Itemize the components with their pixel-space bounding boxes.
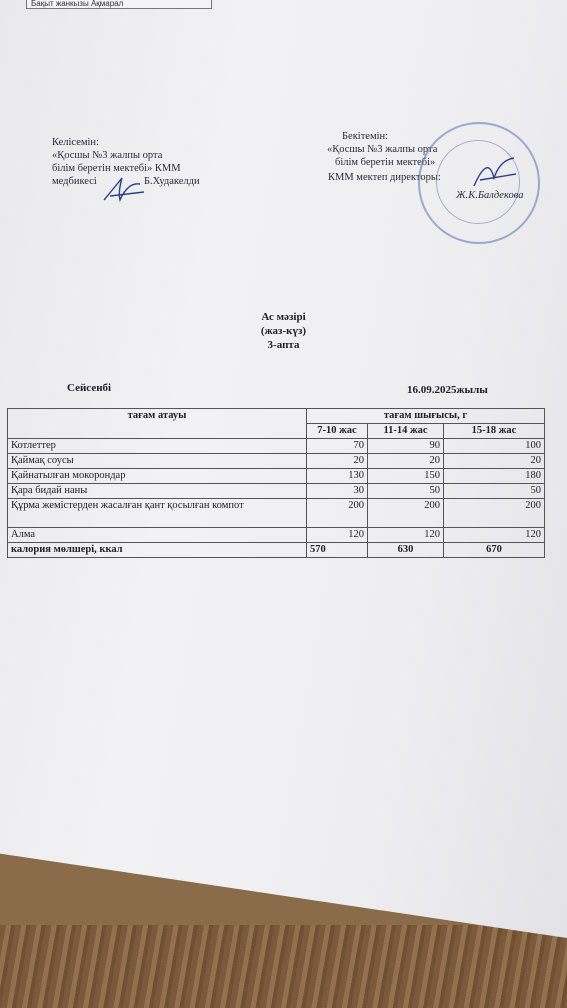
- table-row: [8, 484, 545, 499]
- page-subtitle-week: 3-апта: [267, 339, 300, 351]
- portion-15-18: 50: [444, 484, 545, 499]
- table-row: [8, 528, 545, 543]
- portion-11-14: 90: [368, 439, 444, 454]
- header-age-7-10: 7-10 жас: [307, 424, 368, 439]
- portion-7-10: 20: [307, 454, 368, 469]
- total-7-10: 570: [307, 543, 368, 558]
- portion-15-18: 200: [444, 499, 545, 528]
- header-age-15-18: 15-18 жас: [444, 424, 545, 439]
- table-row: [8, 499, 545, 528]
- menu-table: [7, 408, 545, 558]
- table-header-row: [8, 409, 545, 424]
- portion-15-18: 180: [444, 469, 545, 484]
- portion-15-18: 100: [444, 439, 545, 454]
- total-15-18: 670: [444, 543, 545, 558]
- left-approve-org2: білім беретін мектебі» КММ: [52, 163, 181, 174]
- portion-7-10: 30: [307, 484, 368, 499]
- portion-11-14: 20: [368, 454, 444, 469]
- total-11-14: 630: [368, 543, 444, 558]
- table-total-row: [8, 543, 545, 558]
- header-age-11-14: 11-14 жас: [368, 424, 444, 439]
- dish-name: Құрма жемістерден жасалған қант қосылған компот: [8, 499, 307, 528]
- director-signature: [470, 150, 520, 195]
- nurse-signature: [100, 170, 148, 206]
- right-approve-label: Бекітемін:: [342, 131, 389, 142]
- page-subtitle-season: (жаз-күз): [260, 325, 307, 337]
- portion-11-14: 50: [368, 484, 444, 499]
- dish-name: Қаймақ соусы: [8, 454, 307, 469]
- left-approve-label: Келісемін:: [52, 137, 99, 148]
- table-row: [8, 439, 545, 454]
- right-approve-role: КММ мектеп директоры:: [328, 172, 441, 183]
- table-row: [8, 469, 545, 484]
- portion-11-14: 150: [368, 469, 444, 484]
- total-label: калория мөлшері, ккал: [8, 543, 307, 558]
- page-title: Ас мәзірі: [261, 311, 306, 323]
- dish-name: Қайнатылған мокорондар: [8, 469, 307, 484]
- portion-11-14: 120: [368, 528, 444, 543]
- table-row: [8, 454, 545, 469]
- portion-7-10: 70: [307, 439, 368, 454]
- portion-7-10: 200: [307, 499, 368, 528]
- portion-11-14: 200: [368, 499, 444, 528]
- portion-15-18: 20: [444, 454, 545, 469]
- top-strip-text: Бақыт жанкызы Ақмарал: [26, 0, 212, 9]
- left-approve-role: медбикесі: [52, 176, 97, 187]
- weekday-label: Сейсенбі: [67, 382, 112, 394]
- portion-15-18: 120: [444, 528, 545, 543]
- portion-7-10: 120: [307, 528, 368, 543]
- portion-7-10: 130: [307, 469, 368, 484]
- right-approve-org1: «Қосшы №3 жалпы орта: [327, 144, 438, 155]
- left-approve-org1: «Қосшы №3 жалпы орта: [52, 150, 163, 161]
- dish-name: Қара бидай наны: [8, 484, 307, 499]
- wooden-surface: [0, 925, 567, 1008]
- right-approve-signer: Ж.К.Балдекова: [456, 190, 524, 201]
- right-approve-org2: білім беретін мектебі»: [335, 157, 436, 168]
- header-dish-name: тағам атауы: [8, 409, 307, 439]
- dish-name: Алма: [8, 528, 307, 543]
- header-output: тағам шығысы, г: [307, 409, 545, 424]
- date-label: 16.09.2025жылы: [407, 384, 488, 396]
- dish-name: Котлеттер: [8, 439, 307, 454]
- left-approve-signer: Б.Худакелди: [144, 176, 200, 187]
